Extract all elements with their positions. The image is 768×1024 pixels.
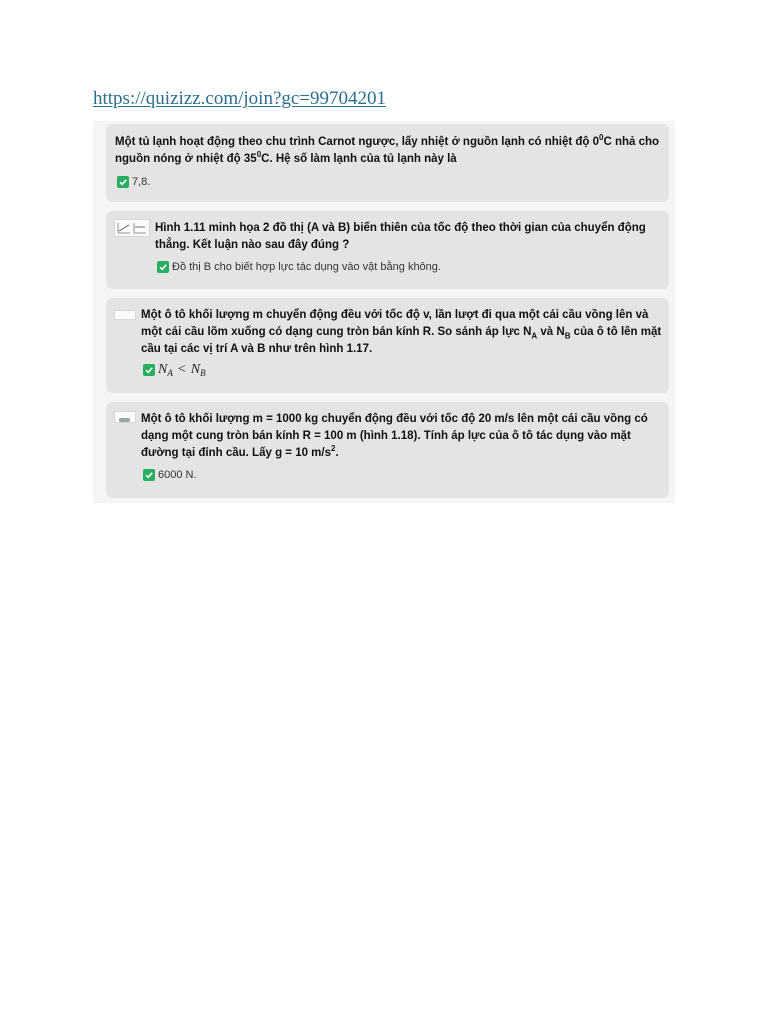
answer-text-1: 7,8. — [132, 176, 151, 188]
answer-3 — [143, 362, 206, 378]
question-text-1: Một tủ lạnh hoạt động theo chu trình Carnot ngược, lấy nhiệt ở nguồn lạnh có nhiệt độ $0^0C$ nhả cho nguồn nóng ở nhiệt độ $35^0C$. Hệ số làm lạnh của tủ lạnh này là — [115, 133, 660, 165]
correct-check-icon — [157, 261, 169, 273]
correct-check-icon — [143, 469, 155, 481]
answer-4 — [143, 469, 197, 481]
answer-formula-3: $N_A < N_B$ — [158, 362, 206, 378]
question-card-2 — [106, 211, 669, 289]
answer-1 — [117, 176, 150, 188]
question-text-2: Hình 1.11 minh họa 2 đồ thị (A và B) biến thiên của tốc độ theo thời gian của chuyển động thẳng. Kết luận nào sau đây đúng ? — [155, 222, 646, 251]
answer-2 — [157, 261, 441, 273]
correct-check-icon — [143, 364, 155, 376]
question-card-3 — [106, 298, 669, 393]
answer-text-2: Đồ thị B cho biết hợp lực tác dụng vào vật bằng không. — [172, 261, 441, 273]
question-image-2 — [114, 219, 150, 237]
question-card-1 — [106, 124, 669, 202]
question-card-4 — [106, 402, 669, 498]
question-image-3 — [114, 310, 136, 320]
question-image-4 — [114, 411, 136, 423]
quiz-screenshot — [93, 121, 675, 503]
question-text-3: Một ô tô khối lượng m chuyển động đều với tốc độ v, lần lượt đi qua một cái cầu vồng lên và một cái cầu lõm xuống có dạng cung tròn bán kính R. So sánh áp lực $N_A$ và $N_B$ của ô tô lên mặt cầu tại các vị trí A và B như trên hình 1.17. — [141, 309, 662, 355]
correct-check-icon — [117, 176, 129, 188]
question-text-4: Một ô tô khối lượng m = 1000 kg chuyển động đều với tốc độ 20 m/s lên một cái cầu vồng có dạng một cung tròn bán kính R = 100 m (hình 1.18). Tính áp lực của ô tô tác dụng vào mặt đường tại đỉnh cầu. Lấy g = 10 $m/s^2$. — [141, 413, 648, 459]
answer-text-4: 6000 N. — [158, 469, 197, 481]
quizizz-join-link[interactable]: https://quizizz.com/join?gc=99704201 — [93, 88, 387, 109]
